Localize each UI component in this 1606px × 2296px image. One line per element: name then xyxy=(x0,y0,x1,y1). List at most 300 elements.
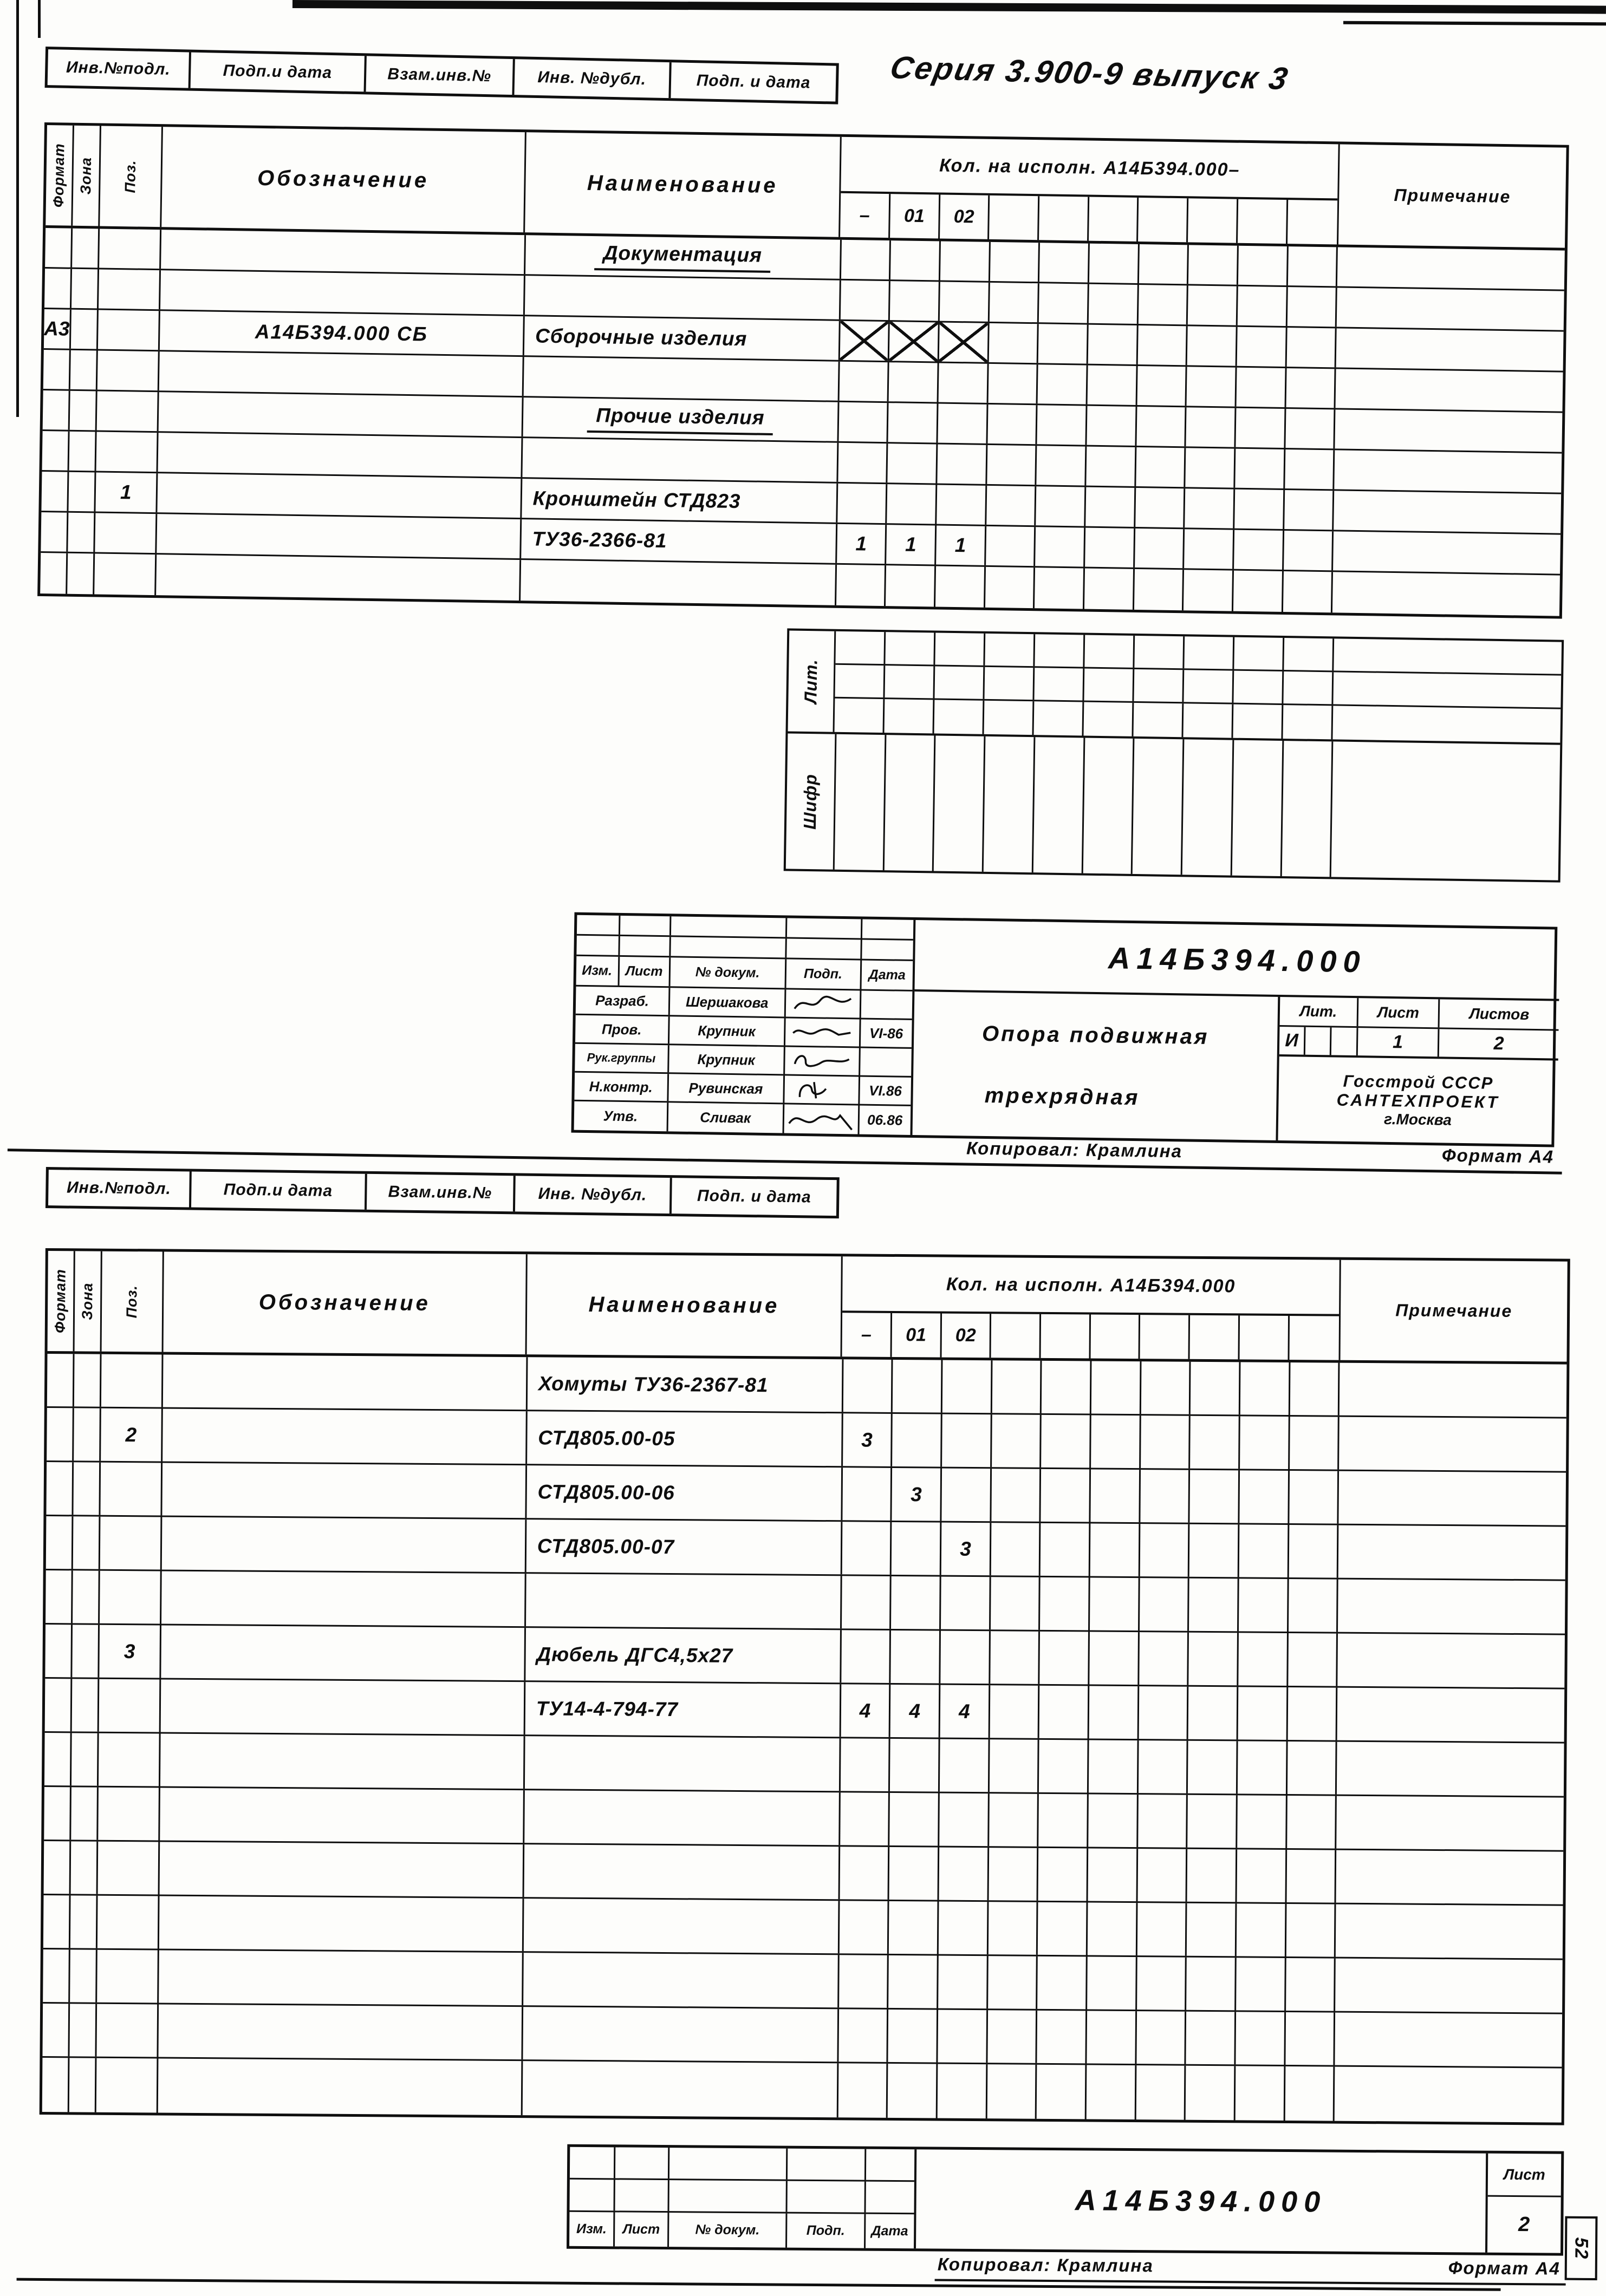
spec-row xyxy=(43,1895,1563,1960)
cell-qty-4 xyxy=(1038,1902,1088,1955)
qty-subheader xyxy=(840,193,1337,244)
cell-qty-10 xyxy=(1337,247,1565,289)
revision-header xyxy=(576,956,913,992)
cell-qty-9 xyxy=(1289,1525,1339,1578)
cell-qty-2: 4 xyxy=(940,1685,990,1738)
qty-subcol: – xyxy=(842,1313,892,1357)
col-pos xyxy=(100,126,163,227)
cell-qty-4 xyxy=(1039,1794,1089,1847)
cell-qty-5 xyxy=(1085,528,1135,568)
qty-header: Кол. на исполн. А14Б394.000– xyxy=(841,137,1338,201)
cell-name xyxy=(525,1736,841,1791)
strip-cell: Подп. и дата xyxy=(697,1186,811,1206)
cell-designation xyxy=(160,270,525,315)
lit-label: Лит. xyxy=(801,658,821,704)
qty-subcol xyxy=(1288,200,1338,244)
col-format xyxy=(48,1251,75,1351)
shifr-label: Шифр xyxy=(799,773,821,830)
format-note: Формат А4 xyxy=(1448,2258,1561,2279)
cell-qty-9 xyxy=(1285,2066,1335,2121)
sheet-col-label: Лист xyxy=(1487,2154,1561,2197)
cell-qty-4 xyxy=(1039,1686,1089,1739)
cell-zone xyxy=(71,310,99,349)
col-note-label: Примечание xyxy=(1394,185,1511,207)
cell-designation xyxy=(162,1517,526,1573)
cell-designation xyxy=(162,1409,527,1464)
sign-row xyxy=(574,1073,911,1106)
cell-qty-1 xyxy=(888,2010,938,2063)
cell-zone xyxy=(71,269,99,309)
cell-zone xyxy=(71,1787,99,1840)
cell-qty-3 xyxy=(988,364,1038,403)
spec-row xyxy=(47,1408,1566,1473)
qty-columns xyxy=(842,1256,1341,1360)
cell-qty-6 xyxy=(1136,447,1186,487)
cell-qty-4 xyxy=(1039,1740,1089,1793)
cell-format xyxy=(42,2004,70,2056)
sheet-2 xyxy=(38,1162,1592,2296)
cell-pos xyxy=(94,553,157,595)
cell-qty-6 xyxy=(1139,285,1189,324)
lit-label-cell xyxy=(788,630,836,732)
cell-qty-9 xyxy=(1288,246,1338,286)
copied-by-line xyxy=(938,2254,1561,2279)
cell-qty-6 xyxy=(1136,407,1187,446)
cell-qty-8 xyxy=(1239,1578,1289,1632)
strip-cell: Инв. №дубл. xyxy=(515,1176,672,1214)
cell-qty-10 xyxy=(1335,409,1563,452)
cell-designation xyxy=(159,2004,523,2059)
cell-qty-9 xyxy=(1284,490,1335,530)
qty-subcol xyxy=(991,1314,1041,1358)
title-line-2: трехрядная xyxy=(984,1083,1140,1110)
cell-qty-7 xyxy=(1189,1578,1239,1632)
cell-qty-5 xyxy=(1089,1686,1139,1739)
cell-qty-2 xyxy=(939,1902,989,1955)
cell-designation xyxy=(159,392,524,436)
cell-qty-9 xyxy=(1289,1579,1338,1632)
cell-qty-1 xyxy=(888,443,938,483)
cell-name xyxy=(524,1899,840,1953)
cell-name xyxy=(523,2061,839,2117)
cell-zone xyxy=(68,472,96,512)
cell-qty-3 xyxy=(990,242,1041,282)
cell-designation xyxy=(156,555,521,601)
cell-qty-9 xyxy=(1286,1904,1336,1957)
cell-qty-7 xyxy=(1188,285,1238,325)
cell-qty-6 xyxy=(1140,1470,1190,1523)
cell-qty-10 xyxy=(1336,1850,1563,1904)
cell-qty-8 xyxy=(1237,1795,1287,1848)
qty-subcol xyxy=(1238,199,1288,244)
qty-subcol xyxy=(1041,1314,1091,1358)
cell-pos xyxy=(96,2004,159,2057)
cell-qty-2 xyxy=(939,363,989,403)
sign-date xyxy=(860,1048,912,1076)
qty-subcol xyxy=(1188,199,1238,243)
cell-qty-0 xyxy=(841,281,891,320)
org-line-2: САНТЕХПРОЕКТ xyxy=(1336,1090,1500,1112)
cell-qty-10 xyxy=(1334,491,1561,533)
cell-qty-10 xyxy=(1332,572,1560,616)
cell-qty-3 xyxy=(990,1631,1040,1684)
cell-qty-5 xyxy=(1087,1956,1137,2010)
cell-format xyxy=(43,1895,71,1948)
cell-qty-2 xyxy=(940,242,991,281)
cell-qty-3 xyxy=(989,323,1039,363)
cell-qty-0 xyxy=(841,240,892,279)
cell-designation xyxy=(158,2058,523,2115)
qty-subcol xyxy=(1289,1316,1339,1360)
cell-qty-8 xyxy=(1238,286,1288,326)
cell-pos xyxy=(99,270,161,310)
signature-scribble xyxy=(784,1075,860,1104)
cell-qty-7 xyxy=(1187,1958,1237,2011)
cell-pos xyxy=(97,350,160,390)
spec-row xyxy=(45,1679,1565,1744)
cell-qty-4 xyxy=(1041,1469,1091,1522)
cell-designation xyxy=(157,514,522,558)
cell-qty-10 xyxy=(1337,1688,1564,1742)
cell-qty-2 xyxy=(938,404,989,443)
qty-header: Кол. на исполн. А14Б394.000 xyxy=(842,1256,1340,1316)
cell-qty-6 xyxy=(1137,1957,1187,2010)
cell-name xyxy=(523,397,839,441)
sign-role: Н.контр. xyxy=(574,1073,669,1101)
sheet-value: 1 xyxy=(1358,1028,1440,1056)
cell-zone xyxy=(74,1408,101,1460)
sign-role: Утв. xyxy=(574,1101,669,1132)
cell-designation: А14Б394.000 СБ xyxy=(160,311,525,355)
cell-qty-0 xyxy=(838,443,888,482)
qty-subcol xyxy=(1138,198,1188,242)
cell-pos xyxy=(98,1788,160,1841)
col-format-label: Формат xyxy=(51,1269,69,1334)
organization xyxy=(1278,1056,1558,1145)
lit-shifr-block xyxy=(784,628,1564,882)
sheet-number-box xyxy=(1487,2154,1562,2253)
cell-qty-4 xyxy=(1038,1848,1088,1901)
cell-name xyxy=(523,2007,839,2062)
cell-qty-7 xyxy=(1186,448,1236,487)
cell-qty-6 xyxy=(1134,569,1185,610)
cell-zone xyxy=(69,391,97,430)
cell-qty-3 xyxy=(990,283,1040,322)
cell-pos xyxy=(99,1733,161,1786)
cell-qty-8 xyxy=(1240,1470,1290,1523)
cell-qty-9 xyxy=(1289,1471,1339,1524)
cell-name xyxy=(525,276,841,319)
signature-scribble xyxy=(785,1047,861,1075)
cell-zone xyxy=(72,1625,100,1677)
rev-col-data: Дата xyxy=(871,2223,908,2239)
cell-qty-6 xyxy=(1139,1686,1188,1739)
cell-qty-4 xyxy=(1039,283,1089,323)
spec-row xyxy=(42,2004,1562,2069)
cell-qty-4 xyxy=(1037,2011,1087,2064)
cell-qty-4 xyxy=(1038,1956,1088,2010)
cell-qty-4 xyxy=(1039,243,1090,282)
drawing-title xyxy=(912,992,1280,1140)
cell-qty-9 xyxy=(1290,1362,1340,1416)
cell-qty-9 xyxy=(1286,368,1336,408)
cell-qty-6 xyxy=(1140,1524,1189,1577)
col-zone-label: Зона xyxy=(79,1282,96,1320)
cell-format xyxy=(45,1679,73,1731)
cell-name xyxy=(526,1574,842,1628)
cell-name xyxy=(527,1411,843,1466)
cell-zone xyxy=(69,432,96,471)
sign-date xyxy=(861,991,912,1019)
cell-name xyxy=(526,1465,843,1520)
scan-left-tick xyxy=(38,0,41,38)
cell-qty-8 xyxy=(1236,2012,1286,2065)
scan-top-edge xyxy=(292,0,1606,14)
spec-row xyxy=(44,1733,1564,1798)
rev-col-dokum: № докум. xyxy=(670,957,786,988)
cell-zone xyxy=(70,1949,97,2002)
cell-qty-3 xyxy=(987,445,1037,485)
cell-qty-2 xyxy=(937,485,987,525)
cell-qty-10 xyxy=(1334,531,1561,573)
cell-qty-5 xyxy=(1090,1577,1140,1630)
item-name: ТУ14-4-794-77 xyxy=(536,1697,679,1720)
cell-qty-3 xyxy=(985,567,1036,608)
signature-scribble xyxy=(785,1018,861,1046)
cell-qty-1 xyxy=(889,362,939,402)
spec-row xyxy=(45,1625,1565,1690)
cell-qty-2 xyxy=(939,1793,989,1847)
cell-qty-0 xyxy=(840,1847,889,1900)
cell-qty-6 xyxy=(1135,529,1185,568)
cell-qty-3 xyxy=(987,405,1038,444)
cell-qty-7 xyxy=(1186,407,1237,447)
cell-designation xyxy=(158,473,523,518)
cell-format xyxy=(44,269,72,308)
bottom-stamp xyxy=(567,2144,1564,2256)
qty-subcol: 02 xyxy=(940,195,990,239)
sign-name: Крупник xyxy=(669,1016,785,1045)
cell-qty-10 xyxy=(1335,2067,1562,2123)
cell-format xyxy=(44,1733,72,1785)
cell-name xyxy=(522,438,838,482)
sign-role: Рук.группы xyxy=(575,1044,669,1073)
cell-qty-9 xyxy=(1286,328,1337,367)
spec-row xyxy=(46,1462,1566,1527)
item-name: ТУ36-2366-81 xyxy=(532,527,667,552)
sign-name: Крупник xyxy=(669,1045,785,1074)
cell-pos xyxy=(96,432,159,472)
cell-name xyxy=(526,1519,843,1574)
cell-qty-5 xyxy=(1087,2011,1137,2064)
cell-name xyxy=(524,316,841,360)
cell-qty-10 xyxy=(1337,1742,1564,1796)
cell-qty-4 xyxy=(1037,2065,1087,2119)
cell-qty-9 xyxy=(1284,531,1334,570)
cell-qty-1 xyxy=(890,281,940,321)
cell-qty-5 xyxy=(1091,1469,1141,1522)
cell-qty-0 xyxy=(843,1359,893,1412)
cell-qty-0 xyxy=(840,1901,889,1954)
sign-name: Рувинская xyxy=(668,1074,784,1103)
cell-qty-7 xyxy=(1186,2066,1236,2121)
col-note xyxy=(1338,144,1566,247)
cell-name xyxy=(525,235,842,279)
qty-subcol: 02 xyxy=(941,1314,991,1358)
cell-qty-7 xyxy=(1185,529,1235,569)
cell-qty-10 xyxy=(1335,450,1562,492)
cell-designation xyxy=(161,1680,525,1735)
title-block-right xyxy=(912,920,1560,1145)
signature-scribble xyxy=(784,1104,860,1134)
cell-qty-0 xyxy=(841,1738,890,1791)
cell-qty-3 xyxy=(986,526,1036,566)
spec-table-1 xyxy=(37,122,1569,619)
cell-format xyxy=(45,1570,73,1623)
cell-zone xyxy=(72,229,100,268)
cell-qty-3 xyxy=(989,1902,1038,1955)
cell-qty-5 xyxy=(1084,569,1135,610)
cell-qty-6 xyxy=(1137,1903,1187,1956)
cell-qty-9 xyxy=(1286,1850,1336,1903)
item-name: Дюбель ДГС4,5х27 xyxy=(536,1642,733,1667)
cell-format xyxy=(40,553,68,594)
cell-pos xyxy=(97,1896,160,1949)
cell-qty-3 xyxy=(989,1848,1038,1901)
cell-qty-7 xyxy=(1189,1524,1239,1577)
cell-zone xyxy=(70,1841,98,1894)
cell-qty-8 xyxy=(1236,408,1286,448)
cell-qty-3 xyxy=(989,1793,1039,1847)
cell-qty-8 xyxy=(1233,571,1284,612)
cell-qty-5 xyxy=(1088,1902,1137,1955)
cell-qty-0: 4 xyxy=(841,1684,890,1737)
cell-qty-10 xyxy=(1338,1634,1565,1688)
cell-qty-7 xyxy=(1188,1741,1238,1794)
col-note-label: Примечание xyxy=(1395,1300,1513,1321)
qty-columns xyxy=(840,137,1340,245)
cell-qty-0 xyxy=(840,321,890,361)
cell-format xyxy=(44,1841,71,1894)
cell-qty-2: 1 xyxy=(936,525,986,565)
col-format-label: Формат xyxy=(50,143,68,208)
cell-qty-2 xyxy=(941,1577,991,1630)
format-note: Формат А4 xyxy=(1441,1145,1555,1167)
cell-qty-8 xyxy=(1237,327,1288,367)
cell-pos xyxy=(96,2058,158,2113)
rev-col-dokum: № докум. xyxy=(669,2213,788,2248)
cell-qty-1 xyxy=(893,1414,942,1467)
cell-qty-4 xyxy=(1038,324,1089,363)
cell-qty-2 xyxy=(937,445,987,484)
cell-qty-5 xyxy=(1088,366,1138,405)
qty-subheader xyxy=(842,1313,1340,1360)
cell-zone xyxy=(69,2004,97,2056)
cell-zone xyxy=(73,1462,101,1515)
cell-qty-3 xyxy=(990,1685,1039,1738)
col-designation: Обозначение xyxy=(163,1252,528,1355)
qty-subcol xyxy=(1039,197,1089,241)
lit-value-empty xyxy=(1331,1027,1358,1055)
cell-qty-6 xyxy=(1138,1795,1188,1848)
title-block xyxy=(571,912,1557,1147)
cell-qty-7 xyxy=(1188,245,1239,284)
cell-qty-6 xyxy=(1141,1361,1191,1414)
scan-top-edge-2 xyxy=(1343,21,1606,26)
sign-date: VI-86 xyxy=(869,1025,903,1042)
cell-qty-4 xyxy=(1040,1577,1090,1630)
shifr-label-cell xyxy=(786,733,836,869)
cell-designation xyxy=(161,1571,526,1627)
inventory-strip xyxy=(45,1167,840,1218)
cell-qty-9 xyxy=(1285,449,1335,489)
sheet-bottom-edge xyxy=(17,2278,1501,2291)
cell-designation xyxy=(158,433,523,477)
cell-qty-7 xyxy=(1187,367,1237,406)
cell-format xyxy=(46,1462,74,1515)
cell-qty-10 xyxy=(1337,1796,1564,1850)
cell-qty-0 xyxy=(836,565,887,606)
sign-row xyxy=(575,1044,912,1078)
cell-zone xyxy=(69,2058,97,2112)
cell-designation xyxy=(163,1355,528,1410)
cell-qty-5 xyxy=(1089,1740,1139,1793)
cell-qty-1 xyxy=(887,484,938,524)
cell-qty-4 xyxy=(1036,527,1086,566)
cell-qty-0 xyxy=(839,362,889,401)
qty-subcol xyxy=(1140,1315,1190,1359)
sheet-value: 2 xyxy=(1518,2213,1530,2236)
cell-qty-9 xyxy=(1287,1796,1337,1849)
cell-qty-8 xyxy=(1237,368,1287,407)
cell-qty-8 xyxy=(1238,246,1289,285)
col-pos-label: Поз. xyxy=(121,160,139,193)
cell-qty-3 xyxy=(986,486,1037,525)
cell-qty-7 xyxy=(1185,488,1236,528)
cell-qty-7 xyxy=(1188,1687,1238,1740)
cell-qty-10 xyxy=(1340,1363,1566,1417)
cell-qty-1 xyxy=(888,2064,938,2118)
cell-qty-9 xyxy=(1286,1958,1336,2011)
cell-qty-4 xyxy=(1038,364,1088,404)
cell-pos xyxy=(99,229,162,269)
spec-rows-2 xyxy=(42,1354,1567,2123)
cell-qty-8 xyxy=(1237,1903,1286,1956)
cell-qty-1 xyxy=(889,1847,939,1900)
cell-designation xyxy=(162,1463,527,1518)
cell-name xyxy=(521,560,837,605)
cell-zone xyxy=(73,1570,100,1623)
cell-designation xyxy=(160,1788,525,1843)
cell-name xyxy=(525,1628,842,1682)
cell-qty-7 xyxy=(1188,1795,1238,1848)
rev-col-podp: Подп. xyxy=(786,959,862,989)
cell-qty-3 xyxy=(990,1739,1039,1792)
cell-qty-3 xyxy=(987,2010,1037,2063)
cell-qty-2 xyxy=(942,1414,992,1467)
lit-grid xyxy=(835,631,1562,743)
sign-name: Шершакова xyxy=(670,988,786,1016)
cell-qty-0 xyxy=(839,1955,889,2008)
cell-qty-5 xyxy=(1088,325,1139,364)
cell-name xyxy=(522,479,838,523)
cell-name xyxy=(523,357,840,401)
sign-name: Сливак xyxy=(668,1103,784,1133)
cell-qty-4 xyxy=(1042,1361,1091,1414)
cell-qty-6 xyxy=(1139,244,1189,284)
qty-subcol: 01 xyxy=(892,1313,941,1357)
cell-qty-4 xyxy=(1041,1523,1090,1576)
